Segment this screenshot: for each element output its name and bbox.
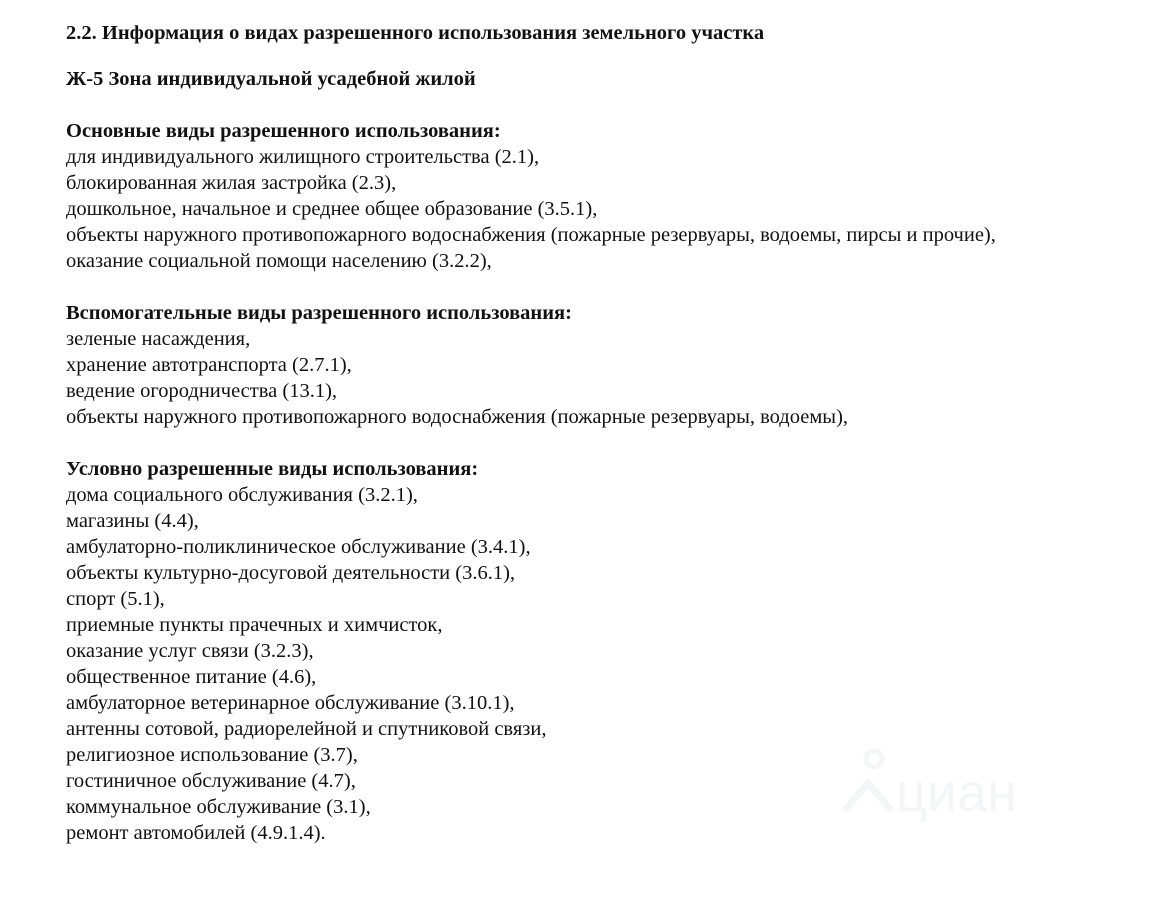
list-item: зеленые насаждения, [66, 328, 251, 350]
list-item: амбулаторное ветеринарное обслуживание (3.10.1), [66, 692, 515, 714]
document-heading: 2.2. Информация о видах разрешенного использования земельного участка [66, 22, 765, 44]
list-item: ремонт автомобилей (4.9.1.4). [66, 822, 326, 844]
list-item: хранение автотранспорта (2.7.1), [66, 354, 352, 376]
list-item: гостиничное обслуживание (4.7), [66, 770, 356, 792]
cian-watermark [838, 745, 1048, 825]
list-item: оказание социальной помощи населению (3.2.2), [66, 250, 492, 272]
section-title: Условно разрешенные виды использования: [66, 458, 479, 480]
list-item: антенны сотовой, радиорелейной и спутниковой связи, [66, 718, 547, 740]
zone-title: Ж-5 Зона индивидуальной усадебной жилой [66, 68, 476, 90]
list-item: приемные пункты прачечных и химчисток, [66, 614, 443, 636]
section-title: Вспомогательные виды разрешенного использования: [66, 302, 572, 324]
list-item: общественное питание (4.6), [66, 666, 317, 688]
list-item: блокированная жилая застройка (2.3), [66, 172, 397, 194]
list-item: религиозное использование (3.7), [66, 744, 358, 766]
section-auxiliary-uses [66, 300, 1146, 430]
list-item: для индивидуального жилищного строительства (2.1), [66, 146, 540, 168]
list-item: оказание услуг связи (3.2.3), [66, 640, 314, 662]
uses-list [66, 326, 1146, 430]
list-item: объекты наружного противопожарного водоснабжения (пожарные резервуары, водоемы, пирсы и прочие), [66, 224, 996, 246]
list-item: дошкольное, начальное и среднее общее образование (3.5.1), [66, 198, 598, 220]
list-item: дома социального обслуживания (3.2.1), [66, 484, 418, 506]
list-item: амбулаторно-поликлиническое обслуживание (3.4.1), [66, 536, 531, 558]
list-item: ведение огородничества (13.1), [66, 380, 338, 402]
list-item: объекты наружного противопожарного водоснабжения (пожарные резервуары, водоемы), [66, 406, 849, 428]
document-page [66, 18, 1146, 846]
section-main-uses [66, 118, 1146, 274]
uses-list [66, 144, 1146, 274]
list-item: спорт (5.1), [66, 588, 165, 610]
section-title: Основные виды разрешенного использования: [66, 120, 501, 142]
list-item: коммунальное обслуживание (3.1), [66, 796, 371, 818]
list-item: объекты культурно-досуговой деятельности (3.6.1), [66, 562, 516, 584]
list-item: магазины (4.4), [66, 510, 199, 532]
cian-logo-icon [838, 745, 898, 825]
watermark-text: циан [896, 763, 1017, 823]
